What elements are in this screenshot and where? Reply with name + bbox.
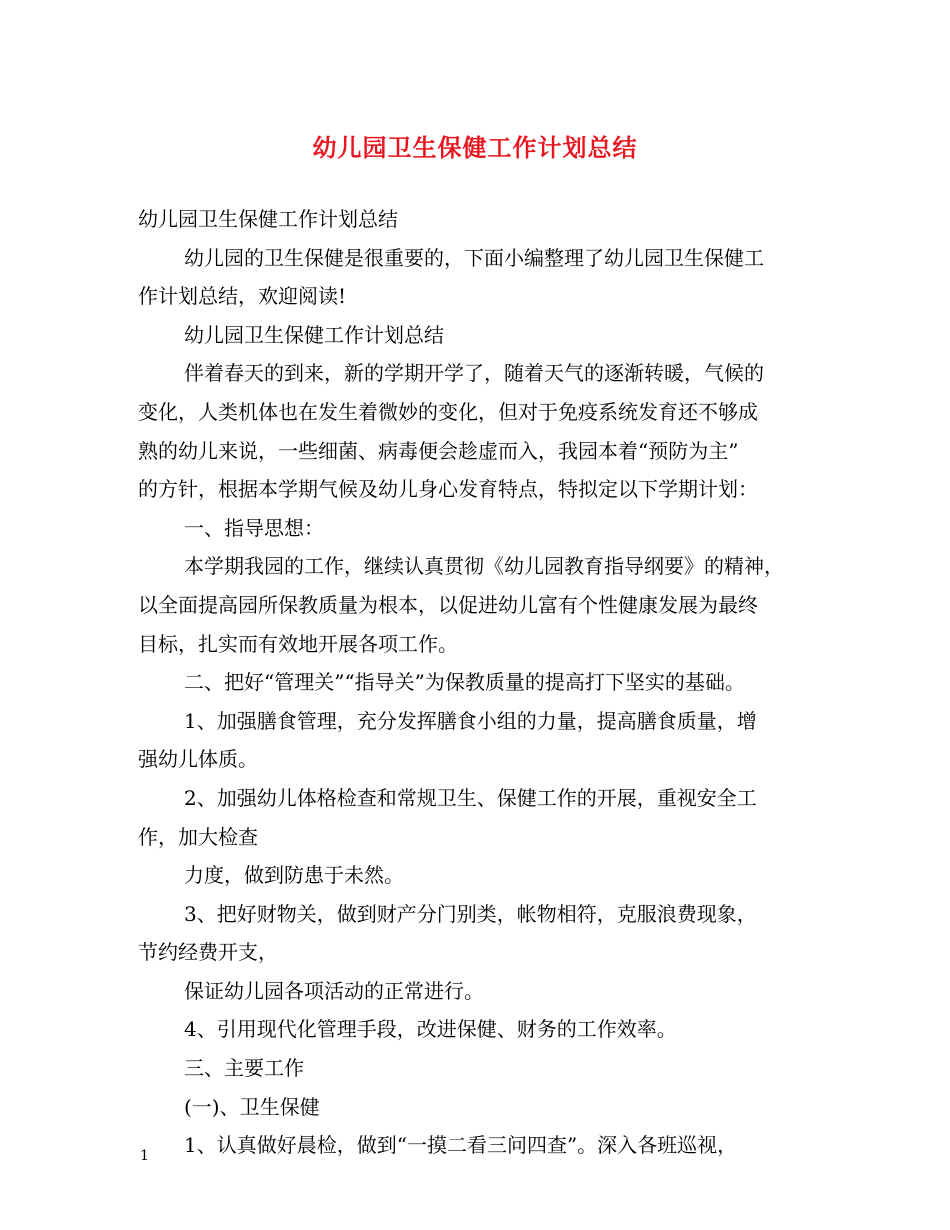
body-line: 力度，做到防患于未然。 bbox=[184, 863, 404, 888]
body-line: 一、指导思想： bbox=[184, 515, 324, 540]
document-body bbox=[138, 200, 828, 1165]
body-line: 本学期我园的工作，继续认真贯彻《幼儿园教育指导纲要》的精神， bbox=[184, 554, 784, 579]
page-number: 1 bbox=[140, 1148, 149, 1164]
body-line: 1、加强膳食管理，充分发挥膳食小组的力量，提高膳食质量，增 bbox=[184, 708, 757, 733]
body-line: 以全面提高园所保教质量为根本，以促进幼儿富有个性健康发展为最终 bbox=[138, 592, 758, 617]
body-line: 伴着春天的到来，新的学期开学了，随着天气的逐渐转暖，气候的 bbox=[184, 361, 764, 386]
body-line: 的方针，根据本学期气候及幼儿身心发育特点，特拟定以下学期计划： bbox=[138, 477, 758, 502]
body-line: 作，加大检查 bbox=[138, 824, 258, 849]
body-line: (一)、卫生保健 bbox=[184, 1094, 320, 1119]
body-line: 幼儿园的卫生保健是很重要的，下面小编整理了幼儿园卫生保健工 bbox=[184, 245, 764, 270]
body-line: 2、加强幼儿体格检查和常规卫生、保健工作的开展，重视安全工 bbox=[184, 785, 757, 810]
document-title: 幼儿园卫生保健工作计划总结 bbox=[312, 133, 638, 162]
body-line: 作计划总结，欢迎阅读! bbox=[138, 284, 347, 309]
body-line: 强幼儿体质。 bbox=[138, 747, 258, 772]
body-line: 变化，人类机体也在发生着微妙的变化，但对于免疫系统发育还不够成 bbox=[138, 399, 758, 424]
body-line: 1、认真做好晨检，做到“一摸二看三问四查”。深入各班巡视， bbox=[184, 1133, 738, 1158]
body-line: 节约经费开支， bbox=[138, 940, 278, 965]
body-line: 熟的幼儿来说，一些细菌、病毒便会趁虚而入，我园本着“预防为主” bbox=[138, 438, 739, 463]
body-line: 保证幼儿园各项活动的正常进行。 bbox=[184, 978, 484, 1003]
body-line: 三、主要工作 bbox=[184, 1056, 304, 1081]
body-line: 3、把好财物关，做到财产分门别类，帐物相符，克服浪费现象， bbox=[184, 901, 757, 926]
body-line: 二、把好“管理关”“指导关”为保教质量的提高打下坚实的基础。 bbox=[184, 670, 745, 695]
body-line: 4、引用现代化管理手段，改进保健、财务的工作效率。 bbox=[184, 1017, 677, 1042]
body-line: 幼儿园卫生保健工作计划总结 bbox=[184, 322, 444, 347]
body-line: 目标，扎实而有效地开展各项工作。 bbox=[138, 631, 458, 656]
body-line: 幼儿园卫生保健工作计划总结 bbox=[138, 207, 398, 231]
